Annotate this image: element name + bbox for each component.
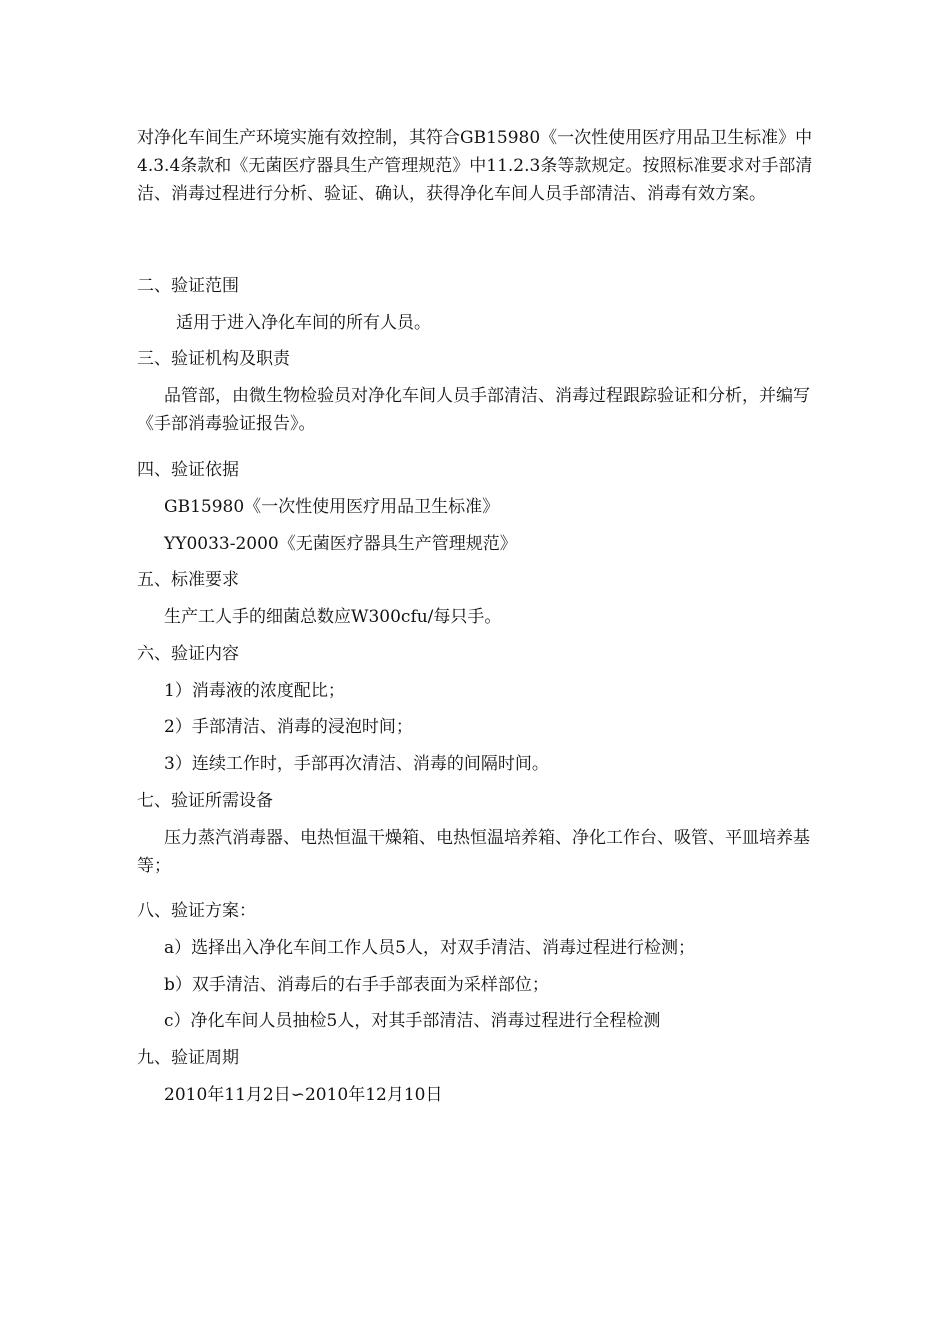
section-heading-org: 三、验证机构及职责 — [137, 349, 290, 369]
intro-paragraph: 对净化车间生产环境实施有效控制，其符合GB15980《一次性使用医疗用品卫生标准》中4.3.4条款和《无菌医疗器具生产管理规范》中11.2.3条等款规定。按照标准要求对手部清洁、消毒过程进行分析、验证、确认，获得净化车间人员手部清洁、消毒有效方案。 — [137, 128, 813, 204]
basis-item-2: YY0033-2000《无菌医疗器具生产管理规范》 — [164, 534, 517, 554]
standard-body: 生产工人手的细菌总数应W300cfu/每只手。 — [164, 607, 502, 627]
org-body: 品管部，由微生物检验员对净化车间人员手部清洁、消毒过程跟踪验证和分析，并编写《手部消毒验证报告》。 — [137, 386, 810, 434]
scope-body: 适用于进入净化车间的所有人员。 — [176, 313, 431, 333]
section-heading-scope: 二、验证范围 — [137, 276, 239, 296]
basis-item-1: GB15980《一次性使用医疗用品卫生标准》 — [164, 497, 500, 517]
section-heading-standard: 五、标准要求 — [137, 570, 239, 590]
section-heading-content: 六、验证内容 — [137, 644, 239, 664]
content-item-1: 1）消毒液的浓度配比； — [164, 681, 345, 701]
plan-item-b: b）双手清洁、消毒后的右手手部表面为采样部位； — [164, 975, 549, 995]
plan-item-c: c）净化车间人员抽检5人，对其手部清洁、消毒过程进行全程检测 — [164, 1011, 661, 1031]
plan-item-a: a）选择出入净化车间工作人员5人，对双手清洁、消毒过程进行检测； — [164, 938, 695, 958]
section-heading-plan: 八、验证方案： — [137, 901, 256, 921]
section-heading-period: 九、验证周期 — [137, 1048, 239, 1068]
period-body: 2010年11月2日∽2010年12月10日 — [164, 1085, 443, 1105]
equipment-body: 压力蒸汽消毒器、电热恒温干燥箱、电热恒温培养箱、净化工作台、吸管、平皿培养基等； — [137, 828, 810, 876]
content-item-3: 3）连续工作时，手部再次清洁、消毒的间隔时间。 — [164, 754, 549, 774]
section-heading-equipment: 七、验证所需设备 — [137, 791, 273, 811]
content-item-2: 2）手部清洁、消毒的浸泡时间； — [164, 717, 413, 737]
section-heading-basis: 四、验证依据 — [137, 460, 239, 480]
